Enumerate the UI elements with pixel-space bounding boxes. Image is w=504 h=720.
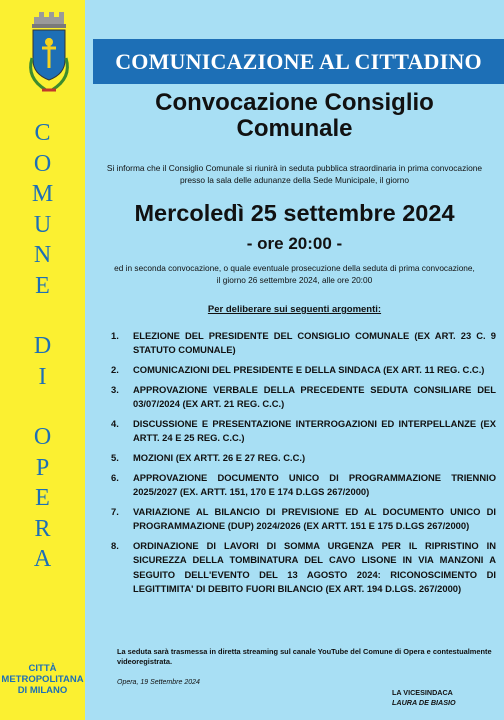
item-number: 7. xyxy=(111,505,119,517)
page-title xyxy=(85,90,504,142)
letter: I xyxy=(38,363,47,390)
intro-line: Si informa che il Consiglio Comunale si riunirà in seduta pubblica straordinaria in prima convocazione xyxy=(106,163,483,173)
agenda-item xyxy=(111,417,496,446)
header-bar xyxy=(93,39,504,84)
item-number: 5. xyxy=(111,452,119,464)
item-number: 8. xyxy=(111,540,119,552)
letter: A xyxy=(33,546,52,572)
metro-line: CITTÀ xyxy=(28,663,57,674)
letter: O xyxy=(33,150,52,177)
letter: R xyxy=(34,515,51,542)
second-convocation-text xyxy=(93,263,496,286)
title-line: Comunale xyxy=(236,115,353,142)
agenda-heading-text: Per deliberare sui seguenti argomenti: xyxy=(207,304,382,315)
item-text: ORDINAZIONE DI LAVORI DI SOMMA URGENZA PER IL RIPRISTINO IN SICUREZZA DELLA TOMBINATURA DEL CAVO LISONE IN VIA MANZONI A SEGUITO DELL'EVENTO DEL 13 AGOSTO 2024: RICONOSCIMENTO DI LEGITTIMITA' DI DEBITO FUORI BILANCIO (EX ART. 194 D.LGS. 267/2000) xyxy=(133,540,496,594)
item-text: MOZIONI (EX ARTT. 26 E 27 REG. C.C.) xyxy=(133,452,306,464)
yellow-sidebar xyxy=(0,0,85,720)
letter: E xyxy=(35,272,50,299)
agenda-item xyxy=(111,539,496,596)
header-title: COMUNICAZIONE AL CITTADINO xyxy=(115,49,482,74)
coat-of-arms-icon xyxy=(24,8,74,98)
item-number: 4. xyxy=(111,417,119,429)
signature-role: LA VICESINDACA xyxy=(392,688,453,697)
agenda-heading xyxy=(85,304,504,315)
agenda-item xyxy=(111,329,496,358)
agenda-item xyxy=(111,363,496,377)
item-number: 6. xyxy=(111,471,119,483)
signature xyxy=(392,688,492,708)
letter: O xyxy=(33,424,52,450)
item-text: COMUNICAZIONI DEL PRESIDENTE E DELLA SINDACA (EX ART. 11 REG. C.C.) xyxy=(133,364,485,376)
place-date: Opera, 19 Settembre 2024 xyxy=(117,679,200,686)
letter: D xyxy=(33,333,52,359)
letter: E xyxy=(35,485,50,511)
letter: U xyxy=(33,211,52,238)
meeting-date: Mercoledì 25 settembre 2024 xyxy=(134,200,455,226)
intro-line: presso la sala delle adunanze della Sede Municipale, il giorno xyxy=(179,175,410,185)
meeting-time: - ore 20:00 - xyxy=(246,234,343,253)
agenda-item xyxy=(111,505,496,534)
agenda-item xyxy=(111,383,496,412)
second-line: il giorno 26 settembre 2024, alle ore 20:00 xyxy=(216,274,373,285)
item-text: ELEZIONE DEL PRESIDENTE DEL CONSIGLIO COMUNALE (EX ART. 23 C. 9 STATUTO COMUNALE) xyxy=(133,330,496,356)
second-line: ed in seconda convocazione, o quale eventuale prosecuzione della seduta di prima convocazione, xyxy=(114,263,475,273)
signature-name: LAURA DE BIASIO xyxy=(392,698,456,707)
agenda-item xyxy=(111,471,496,500)
item-text: APPROVAZIONE VERBALE DELLA PRECEDENTE SEDUTA CONSILIARE DEL 03/07/2024 (EX ART. 21 REG. C.C.) xyxy=(133,383,496,410)
item-number: 3. xyxy=(111,383,119,395)
title-line: Convocazione Consiglio xyxy=(155,89,434,116)
item-number: 2. xyxy=(111,364,119,376)
agenda-list xyxy=(111,329,496,602)
item-text: VARIAZIONE AL BILANCIO DI PREVISIONE ED AL DOCUMENTO UNICO DI PROGRAMMAZIONE (DUP) 2024/2026 (EX ARTT. 151 E 175 D.LGS 267/2000) xyxy=(133,505,496,532)
metro-line: DI MILANO xyxy=(17,685,68,696)
item-text: APPROVAZIONE DOCUMENTO UNICO DI PROGRAMMAZIONE TRIENNIO 2025/2027 (EX. ARTT. 151, 170 E 174 D.LGS 267/2000) xyxy=(133,471,496,498)
letter: C xyxy=(34,120,51,146)
vertical-title xyxy=(0,118,85,575)
item-number: 1. xyxy=(111,330,119,341)
metro-line: METROPOLITANA xyxy=(1,674,84,685)
streaming-note: La seduta sarà trasmessa in diretta streaming sul canale YouTube del Comune di Opera e contestualmente videoregistrata. xyxy=(117,647,492,666)
agenda-item xyxy=(111,451,496,465)
letter: P xyxy=(35,454,50,481)
letter: N xyxy=(33,242,52,268)
intro-text xyxy=(93,162,496,186)
metro-label xyxy=(0,663,85,696)
letter: M xyxy=(31,181,54,207)
item-text: DISCUSSIONE E PRESENTAZIONE INTERROGAZIONI ED INTERPELLANZE (EX ARTT. 24 E 25 REG. C.C.) xyxy=(133,417,496,444)
